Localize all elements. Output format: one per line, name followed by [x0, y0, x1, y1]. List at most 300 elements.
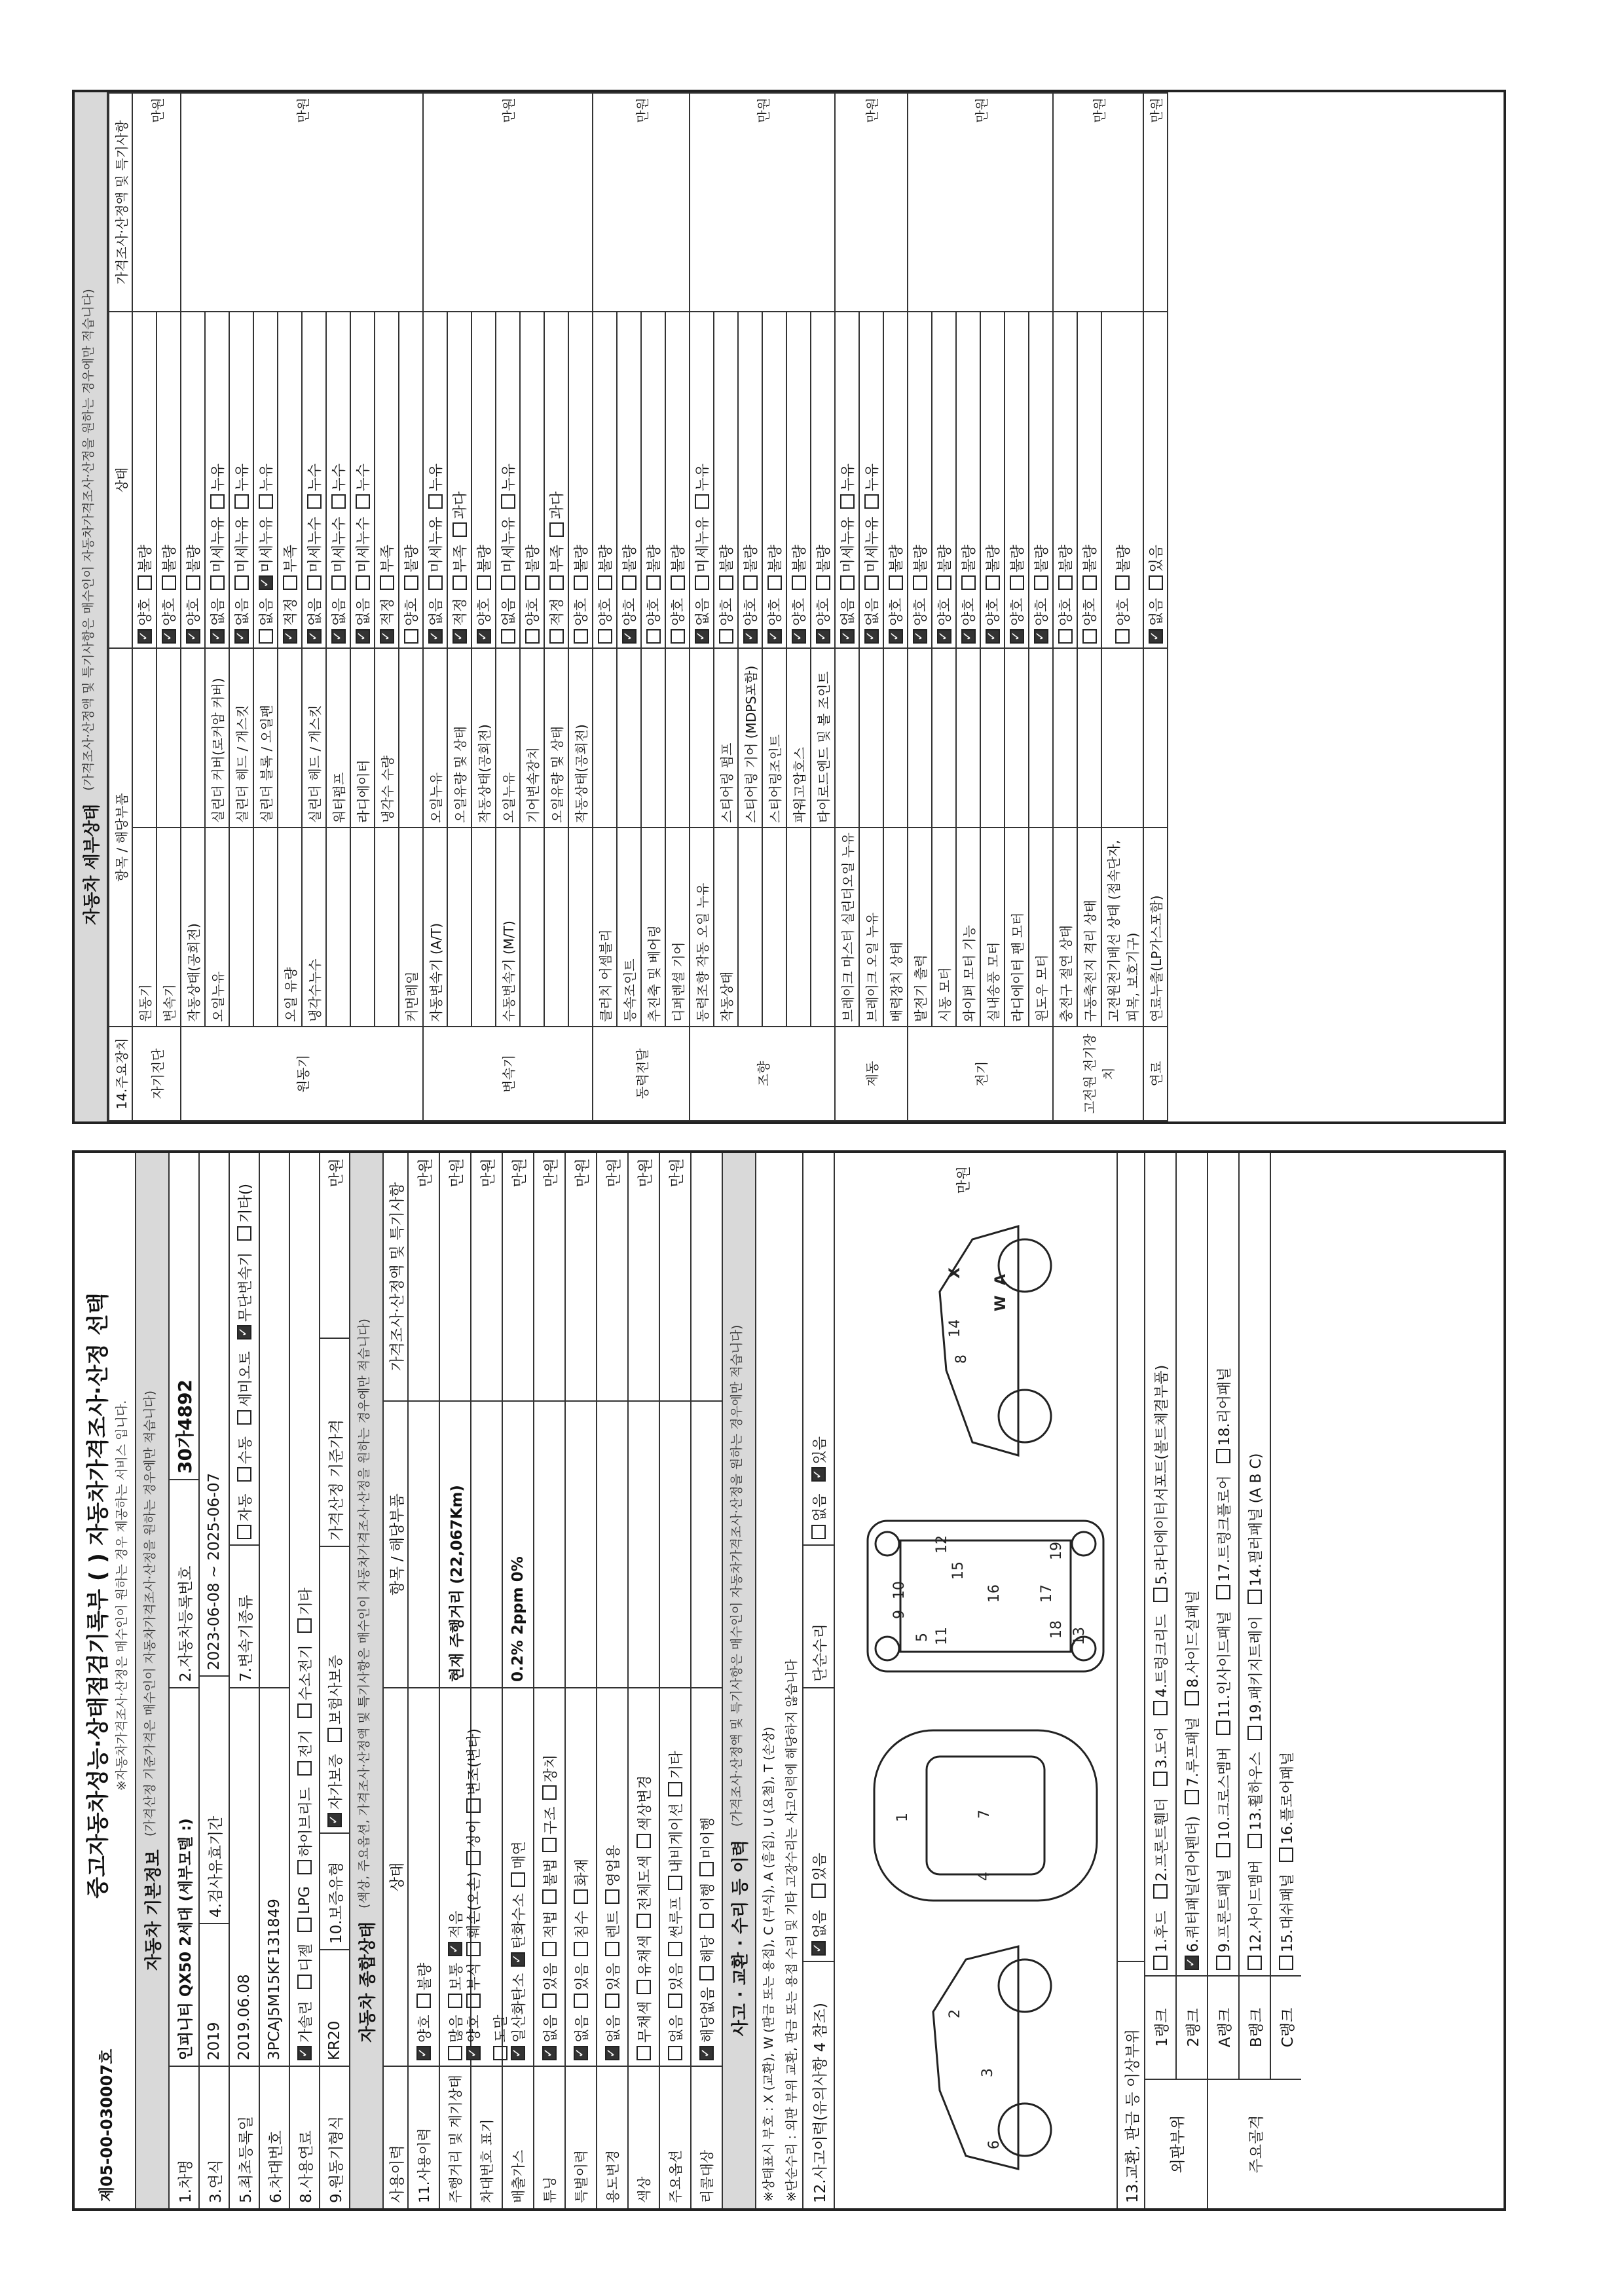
empty-box-icon[interactable] [525, 575, 540, 590]
empty-box-icon[interactable] [637, 1834, 651, 1848]
checkbox-option[interactable] [692, 517, 712, 590]
empty-box-icon[interactable] [961, 575, 976, 590]
checked-box-icon[interactable] [1185, 1956, 1199, 1970]
checkbox-option[interactable] [1213, 1747, 1234, 1857]
checkbox-option[interactable] [234, 1493, 255, 1539]
checkbox-option[interactable] [1245, 1616, 1265, 1740]
empty-box-icon[interactable] [466, 1851, 481, 1865]
checked-box-icon[interactable] [699, 2046, 714, 2060]
checked-box-icon[interactable] [816, 629, 830, 644]
empty-box-icon[interactable] [671, 575, 685, 590]
empty-box-icon[interactable] [1247, 1726, 1262, 1740]
checkbox-option[interactable] [158, 598, 179, 644]
empty-box-icon[interactable] [356, 494, 370, 509]
checkbox-option[interactable] [414, 2014, 434, 2060]
checked-box-icon[interactable] [574, 2046, 588, 2060]
checked-box-icon[interactable] [428, 629, 443, 644]
empty-box-icon[interactable] [1153, 1701, 1168, 1715]
checkbox-option[interactable] [207, 598, 227, 644]
checkbox-option[interactable] [1276, 1752, 1297, 1862]
empty-box-icon[interactable] [138, 575, 152, 590]
empty-box-icon[interactable] [695, 575, 709, 590]
checkbox-option[interactable] [1182, 1590, 1202, 1705]
checkbox-option[interactable] [1151, 1365, 1171, 1603]
checkbox-option[interactable] [602, 2014, 623, 2060]
empty-box-icon[interactable] [210, 575, 225, 590]
checkbox-option[interactable] [813, 598, 833, 644]
checkbox-option[interactable] [861, 517, 881, 590]
checkbox-option[interactable] [234, 1351, 255, 1425]
checkbox-option[interactable] [634, 2001, 654, 2060]
empty-box-icon[interactable] [668, 1994, 682, 2008]
empty-box-icon[interactable] [986, 575, 1000, 590]
checkbox-option[interactable] [234, 1252, 255, 1339]
checkbox-option[interactable] [788, 598, 809, 644]
checkbox-option[interactable] [304, 464, 324, 509]
empty-box-icon[interactable] [864, 494, 879, 509]
checkbox-option[interactable] [1006, 545, 1027, 591]
empty-box-icon[interactable] [234, 494, 249, 509]
checked-box-icon[interactable] [210, 629, 225, 644]
checked-box-icon[interactable] [511, 1952, 525, 1967]
empty-box-icon[interactable] [699, 1966, 714, 1980]
empty-box-icon[interactable] [416, 1994, 431, 2008]
checkbox-option[interactable] [570, 598, 591, 644]
checkbox-option[interactable] [463, 1963, 483, 2009]
checkbox-option[interactable] [449, 598, 470, 644]
empty-box-icon[interactable] [162, 575, 176, 590]
empty-box-icon[interactable] [1216, 1585, 1230, 1599]
empty-box-icon[interactable] [237, 1226, 251, 1241]
checked-box-icon[interactable] [792, 629, 806, 644]
checkbox-option[interactable] [352, 464, 373, 509]
checkbox-option[interactable] [692, 464, 712, 509]
checkbox-option[interactable] [716, 545, 736, 591]
checkbox-option[interactable] [401, 545, 421, 591]
empty-box-icon[interactable] [404, 629, 418, 644]
checkbox-option[interactable] [207, 464, 227, 509]
checkbox-option[interactable] [1113, 598, 1133, 644]
checkbox-option[interactable] [716, 598, 736, 644]
empty-box-icon[interactable] [549, 629, 564, 644]
checkbox-option[interactable] [809, 1853, 829, 1899]
checkbox-option[interactable] [934, 545, 954, 591]
checkbox-option[interactable] [634, 1775, 654, 1848]
checked-box-icon[interactable] [1034, 629, 1048, 644]
checkbox-option[interactable] [813, 545, 833, 591]
checkbox-option[interactable] [643, 598, 663, 644]
checkbox-option[interactable] [861, 464, 881, 509]
checkbox-option[interactable] [295, 1787, 315, 1874]
checkbox-option[interactable] [643, 545, 663, 591]
checkbox-option[interactable] [546, 491, 566, 537]
checkbox-option[interactable] [498, 517, 518, 590]
checkbox-option[interactable] [255, 464, 276, 509]
checkbox-option[interactable] [183, 598, 203, 644]
empty-box-icon[interactable] [452, 575, 467, 590]
checked-box-icon[interactable] [986, 629, 1000, 644]
checkbox-option[interactable] [571, 1859, 591, 1904]
empty-box-icon[interactable] [1058, 575, 1073, 590]
checkbox-option[interactable] [325, 1754, 345, 1827]
checkbox-option[interactable] [885, 598, 906, 644]
checkbox-option[interactable] [1151, 1798, 1171, 1899]
empty-box-icon[interactable] [646, 629, 661, 644]
checkbox-option[interactable] [571, 1963, 591, 2009]
checked-box-icon[interactable] [283, 629, 297, 644]
checkbox-option[interactable] [449, 491, 470, 537]
empty-box-icon[interactable] [840, 494, 855, 509]
empty-box-icon[interactable] [574, 575, 588, 590]
empty-box-icon[interactable] [937, 575, 951, 590]
checked-box-icon[interactable] [234, 629, 249, 644]
empty-box-icon[interactable] [237, 1525, 251, 1539]
checkbox-option[interactable] [183, 545, 203, 591]
empty-box-icon[interactable] [1216, 1956, 1230, 1970]
checkbox-option[interactable] [665, 1803, 686, 1890]
checkbox-option[interactable] [602, 1963, 623, 2009]
empty-box-icon[interactable] [699, 1914, 714, 1928]
empty-box-icon[interactable] [1115, 629, 1130, 644]
checkbox-option[interactable] [498, 464, 518, 509]
checkbox-option[interactable] [546, 598, 566, 644]
checkbox-option[interactable] [134, 598, 155, 644]
checkbox-option[interactable] [473, 598, 494, 644]
checkbox-option[interactable] [1151, 1614, 1171, 1715]
empty-box-icon[interactable] [1058, 629, 1073, 644]
checkbox-option[interactable] [425, 517, 445, 590]
empty-box-icon[interactable] [549, 575, 564, 590]
checkbox-option[interactable] [602, 1845, 623, 1904]
checkbox-option[interactable] [463, 1728, 483, 1813]
checked-box-icon[interactable] [937, 629, 951, 644]
checkbox-option[interactable] [255, 517, 276, 590]
checkbox-option[interactable] [958, 545, 978, 591]
checkbox-option[interactable] [304, 598, 324, 644]
checked-box-icon[interactable] [448, 1942, 462, 1956]
checkbox-option[interactable] [280, 545, 300, 591]
empty-box-icon[interactable] [719, 575, 733, 590]
checked-box-icon[interactable] [477, 629, 491, 644]
checkbox-option[interactable] [508, 1841, 528, 1887]
checkbox-option[interactable] [809, 1436, 829, 1482]
checkbox-option[interactable] [1213, 1475, 1234, 1599]
checkbox-option[interactable] [697, 1817, 717, 1876]
empty-box-icon[interactable] [811, 1884, 826, 1898]
checkbox-option[interactable] [231, 517, 251, 590]
checkbox-option[interactable] [522, 545, 542, 591]
checkbox-option[interactable] [1145, 545, 1166, 591]
checked-box-icon[interactable] [889, 629, 903, 644]
checkbox-option[interactable] [595, 598, 615, 644]
checkbox-option[interactable] [665, 1751, 686, 1796]
checkbox-option[interactable] [540, 1806, 560, 1852]
empty-box-icon[interactable] [549, 522, 564, 537]
checkbox-option[interactable] [297, 1886, 313, 1932]
checked-box-icon[interactable] [864, 629, 879, 644]
empty-box-icon[interactable] [1279, 1848, 1293, 1862]
empty-box-icon[interactable] [1082, 575, 1097, 590]
checkbox-option[interactable] [304, 517, 324, 590]
empty-box-icon[interactable] [1082, 629, 1097, 644]
checkbox-option[interactable] [508, 1973, 528, 2060]
checked-box-icon[interactable] [1149, 629, 1163, 644]
checkbox-option[interactable] [207, 517, 227, 590]
checkbox-option[interactable] [463, 2014, 483, 2060]
checkbox-option[interactable] [425, 464, 445, 509]
checked-box-icon[interactable] [186, 629, 200, 644]
empty-box-icon[interactable] [259, 629, 273, 644]
checkbox-option[interactable] [1079, 545, 1099, 591]
empty-box-icon[interactable] [237, 1467, 251, 1482]
checkbox-option[interactable] [809, 1493, 829, 1539]
checked-box-icon[interactable] [162, 629, 176, 644]
checkbox-option[interactable] [328, 464, 348, 509]
empty-box-icon[interactable] [501, 494, 515, 509]
empty-box-icon[interactable] [448, 2046, 462, 2060]
empty-box-icon[interactable] [297, 1704, 312, 1718]
checkbox-option[interactable] [667, 598, 688, 644]
checkbox-option[interactable] [522, 598, 542, 644]
checkbox-option[interactable] [1213, 1869, 1234, 1970]
empty-box-icon[interactable] [307, 575, 322, 590]
checkbox-option[interactable] [158, 545, 179, 591]
checkbox-option[interactable] [1145, 598, 1166, 644]
checked-box-icon[interactable] [327, 1813, 342, 1827]
empty-box-icon[interactable] [542, 1942, 557, 1956]
checkbox-option[interactable] [377, 545, 397, 591]
checkbox-option[interactable] [837, 517, 857, 590]
checkbox-option[interactable] [463, 1872, 483, 1956]
empty-box-icon[interactable] [598, 629, 612, 644]
empty-box-icon[interactable] [889, 575, 903, 590]
checked-box-icon[interactable] [622, 629, 637, 644]
checkbox-option[interactable] [697, 1883, 717, 1929]
checkbox-option[interactable] [740, 598, 760, 644]
empty-box-icon[interactable] [719, 629, 733, 644]
checked-box-icon[interactable] [259, 575, 273, 590]
empty-box-icon[interactable] [327, 1728, 342, 1742]
empty-box-icon[interactable] [598, 575, 612, 590]
checkbox-option[interactable] [634, 1935, 654, 1994]
empty-box-icon[interactable] [466, 1994, 481, 2008]
checkbox-option[interactable] [1151, 1727, 1171, 1787]
checkbox-option[interactable] [982, 598, 1003, 644]
checkbox-option[interactable] [352, 517, 373, 590]
checked-box-icon[interactable] [380, 629, 394, 644]
checkbox-option[interactable] [571, 1910, 591, 1956]
checkbox-option[interactable] [234, 1436, 255, 1482]
checkbox-option[interactable] [498, 598, 518, 644]
checkbox-option[interactable] [1031, 598, 1051, 644]
empty-box-icon[interactable] [574, 1942, 588, 1956]
checkbox-option[interactable] [570, 545, 591, 591]
empty-box-icon[interactable] [542, 1785, 557, 1800]
empty-box-icon[interactable] [331, 575, 346, 590]
checked-box-icon[interactable] [743, 629, 758, 644]
checkbox-option[interactable] [692, 598, 712, 644]
checkbox-option[interactable] [445, 1910, 466, 1956]
empty-box-icon[interactable] [1153, 1772, 1168, 1786]
checkbox-option[interactable] [234, 1184, 255, 1241]
empty-box-icon[interactable] [501, 629, 515, 644]
checkbox-option[interactable] [540, 1910, 560, 1956]
checkbox-option[interactable] [634, 1855, 654, 1928]
empty-box-icon[interactable] [1149, 575, 1163, 590]
checkbox-option[interactable] [425, 598, 445, 644]
checkbox-option[interactable] [295, 1730, 315, 1776]
checkbox-option[interactable] [328, 517, 348, 590]
empty-box-icon[interactable] [542, 1838, 557, 1852]
empty-box-icon[interactable] [452, 522, 467, 537]
empty-box-icon[interactable] [428, 575, 443, 590]
checkbox-option[interactable] [809, 1910, 829, 1956]
checkbox-option[interactable] [540, 1963, 560, 2009]
empty-box-icon[interactable] [283, 575, 297, 590]
checkbox-option[interactable] [910, 545, 930, 591]
empty-box-icon[interactable] [542, 1994, 557, 2008]
empty-box-icon[interactable] [466, 1798, 481, 1813]
checkbox-option[interactable] [401, 598, 421, 644]
checkbox-option[interactable] [1182, 1816, 1202, 1970]
checkbox-option[interactable] [1006, 598, 1027, 644]
empty-box-icon[interactable] [1247, 1956, 1262, 1970]
checkbox-option[interactable] [740, 545, 760, 591]
empty-box-icon[interactable] [1216, 1449, 1230, 1463]
empty-box-icon[interactable] [605, 1942, 619, 1956]
empty-box-icon[interactable] [913, 575, 927, 590]
checkbox-option[interactable] [328, 598, 348, 644]
checkbox-option[interactable] [571, 2014, 591, 2060]
checkbox-option[interactable] [445, 1963, 466, 2009]
checkbox-option[interactable] [665, 1963, 686, 2009]
empty-box-icon[interactable] [1216, 1843, 1230, 1857]
checkbox-option[interactable] [1182, 1717, 1202, 1804]
empty-box-icon[interactable] [210, 494, 225, 509]
empty-box-icon[interactable] [186, 575, 200, 590]
empty-box-icon[interactable] [1153, 1588, 1168, 1602]
checkbox-option[interactable] [352, 598, 373, 644]
checked-box-icon[interactable] [1010, 629, 1024, 644]
checkbox-option[interactable] [463, 1819, 483, 1865]
empty-box-icon[interactable] [816, 575, 830, 590]
checked-box-icon[interactable] [452, 629, 467, 644]
checkbox-option[interactable] [1245, 1453, 1265, 1605]
checked-box-icon[interactable] [138, 629, 152, 644]
empty-box-icon[interactable] [1216, 1721, 1230, 1735]
checkbox-option[interactable] [134, 545, 155, 591]
empty-box-icon[interactable] [574, 1889, 588, 1904]
checkbox-option[interactable] [910, 598, 930, 644]
checked-box-icon[interactable] [307, 629, 322, 644]
empty-box-icon[interactable] [605, 1994, 619, 2008]
checkbox-option[interactable] [377, 598, 397, 644]
empty-box-icon[interactable] [1010, 575, 1024, 590]
empty-box-icon[interactable] [501, 575, 515, 590]
empty-box-icon[interactable] [605, 1889, 619, 1904]
empty-box-icon[interactable] [404, 575, 418, 590]
checkbox-option[interactable] [665, 1897, 686, 1956]
checkbox-option[interactable] [540, 1755, 560, 1800]
empty-box-icon[interactable] [356, 575, 370, 590]
checked-box-icon[interactable] [767, 629, 782, 644]
checkbox-option[interactable] [540, 2014, 560, 2060]
checkbox-option[interactable] [231, 598, 251, 644]
empty-box-icon[interactable] [622, 575, 637, 590]
checkbox-option[interactable] [295, 2001, 315, 2060]
checkbox-option[interactable] [1079, 598, 1099, 644]
empty-box-icon[interactable] [380, 575, 394, 590]
checked-box-icon[interactable] [811, 1467, 826, 1482]
empty-box-icon[interactable] [428, 494, 443, 509]
empty-box-icon[interactable] [297, 1918, 312, 1932]
empty-box-icon[interactable] [695, 494, 709, 509]
empty-box-icon[interactable] [542, 1889, 557, 1904]
empty-box-icon[interactable] [466, 1942, 481, 1956]
empty-box-icon[interactable] [668, 2046, 682, 2060]
empty-box-icon[interactable] [574, 1994, 588, 2008]
empty-box-icon[interactable] [668, 1942, 682, 1956]
checkbox-option[interactable] [325, 1655, 345, 1742]
checkbox-option[interactable] [861, 598, 881, 644]
checkbox-option[interactable] [982, 545, 1003, 591]
checkbox-option[interactable] [1055, 598, 1075, 644]
checkbox-option[interactable] [697, 1935, 717, 1980]
checkbox-option[interactable] [958, 598, 978, 644]
checkbox-option[interactable] [619, 545, 639, 591]
empty-box-icon[interactable] [637, 1914, 651, 1928]
checkbox-option[interactable] [667, 545, 688, 591]
empty-box-icon[interactable] [637, 1980, 651, 1994]
empty-box-icon[interactable] [743, 575, 758, 590]
empty-box-icon[interactable] [637, 2046, 651, 2060]
empty-box-icon[interactable] [331, 494, 346, 509]
empty-box-icon[interactable] [1034, 575, 1048, 590]
checkbox-option[interactable] [1245, 1752, 1265, 1848]
empty-box-icon[interactable] [767, 575, 782, 590]
checkbox-option[interactable] [1213, 1611, 1234, 1736]
empty-box-icon[interactable] [840, 575, 855, 590]
empty-box-icon[interactable] [1185, 1790, 1199, 1804]
checkbox-option[interactable] [255, 598, 276, 644]
checked-box-icon[interactable] [331, 629, 346, 644]
empty-box-icon[interactable] [297, 1618, 312, 1633]
checkbox-option[interactable] [546, 545, 566, 591]
checkbox-option[interactable] [885, 545, 906, 591]
checkbox-option[interactable] [508, 1893, 528, 1967]
checked-box-icon[interactable] [695, 629, 709, 644]
checked-box-icon[interactable] [466, 2046, 481, 2060]
checked-box-icon[interactable] [416, 2046, 431, 2060]
checkbox-option[interactable] [540, 1859, 560, 1904]
empty-box-icon[interactable] [1153, 1885, 1168, 1899]
empty-box-icon[interactable] [668, 1876, 682, 1890]
checkbox-option[interactable] [1276, 1874, 1297, 1970]
checkbox-option[interactable] [295, 1588, 315, 1633]
empty-box-icon[interactable] [668, 1782, 682, 1796]
checkbox-option[interactable] [280, 598, 300, 644]
checked-box-icon[interactable] [913, 629, 927, 644]
checkbox-option[interactable] [595, 545, 615, 591]
empty-box-icon[interactable] [646, 575, 661, 590]
empty-box-icon[interactable] [259, 494, 273, 509]
checkbox-option[interactable] [764, 545, 784, 591]
checkbox-option[interactable] [445, 2014, 466, 2060]
checked-box-icon[interactable] [297, 2046, 312, 2060]
empty-box-icon[interactable] [1247, 1590, 1262, 1604]
checkbox-option[interactable] [1151, 1911, 1171, 1971]
checkbox-option[interactable] [837, 464, 857, 509]
